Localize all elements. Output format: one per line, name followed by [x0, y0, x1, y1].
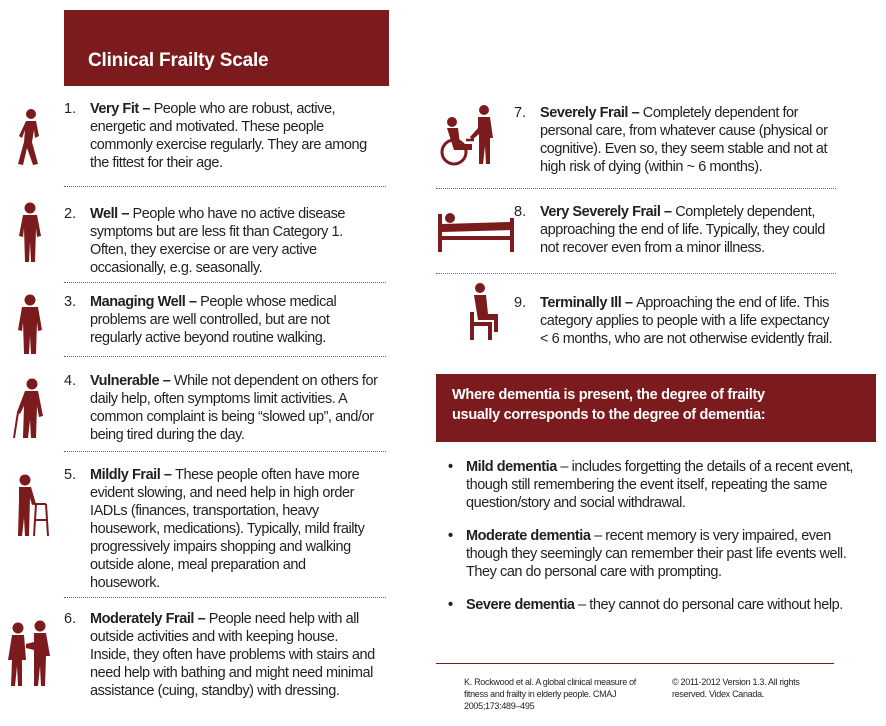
divider [64, 186, 386, 187]
item-name: Well [90, 206, 118, 222]
item-description: People who are robust, active, energetic and motivated. These people commonly exercise regularly. They are among the fittest for their age. [90, 101, 367, 171]
item-name: Very Severely Frail [540, 204, 661, 220]
standing-person-icon [14, 202, 46, 264]
dementia-name: Mild dementia [466, 459, 557, 475]
bed-icon [436, 208, 516, 252]
item-number: 5. [64, 467, 77, 483]
item-description: These people often have more evident slowing, and need help in high order IADLs (finances, transportation, heavy housework, medications). Typically, mild frailty progressively impairs shopping and walking outside alone, meal preparation and housework. [90, 467, 365, 591]
item-number: 3. [64, 294, 77, 310]
item-number: 6. [64, 611, 77, 627]
item-number: 2. [64, 206, 77, 222]
title-banner [64, 10, 389, 86]
assisted-walking-icon [4, 620, 54, 688]
item-name: Mildly Frail [90, 467, 161, 483]
divider [436, 188, 836, 189]
divider [64, 356, 386, 357]
dementia-description: they cannot do personal care without help. [589, 597, 843, 613]
standing-person-icon [14, 294, 46, 356]
divider [64, 282, 386, 283]
citation: K. Rockwood et al. A global clinical measure of fitness and frailty in elderly people. CMAJ 2005;173:489–495 [464, 677, 637, 711]
item-description: People need help with all outside activities and with keeping house. Inside, they often have problems with stairs and need help with bathing and might need minimal assistance (cuing, standby) with dressing. [90, 611, 375, 699]
item-description: People whose medical problems are well controlled, but are not regularly active beyond routine walking. [90, 294, 337, 346]
bullet: • [448, 459, 453, 475]
dementia-name: Severe dementia [466, 597, 575, 613]
bullet: • [448, 528, 453, 544]
dementia-header-text: Where dementia is present, the degree of frailty usually corresponds to the degree of dementia: [452, 387, 766, 423]
item-name: Vulnerable [90, 373, 160, 389]
divider [64, 597, 386, 598]
item-number: 7. [514, 105, 527, 121]
person-with-cane-icon [10, 378, 50, 440]
footer-divider [436, 663, 834, 664]
item-description: Completely dependent, approaching the end of life. Typically, they could not recover even from a minor illness. [540, 204, 825, 256]
person-with-walker-icon [10, 474, 50, 538]
walking-person-icon [14, 108, 46, 168]
page-title: Clinical Frailty Scale [88, 50, 269, 71]
dementia-description: includes forgetting the details of a recent event, though still remembering the event itself, repeating the same question/story and social withdrawal. [466, 459, 854, 511]
item-name: Terminally Ill [540, 295, 622, 311]
wheelchair-icon [438, 104, 502, 166]
divider [64, 451, 386, 452]
item-number: 4. [64, 373, 77, 389]
item-name: Moderately Frail [90, 611, 194, 627]
divider [436, 273, 836, 274]
copyright: © 2011-2012 Version 1.3. All rights reserved. Videx Canada. [672, 677, 800, 699]
item-number: 9. [514, 295, 527, 311]
bullet: • [448, 597, 453, 613]
item-description: While not dependent on others for daily help, often symptoms limit activities. A common complaint is being “slowed up”, and/or being tired during the day. [90, 373, 378, 443]
item-name: Severely Frail [540, 105, 629, 121]
seated-person-icon [466, 282, 502, 340]
item-number: 1. [64, 101, 77, 117]
dementia-header [436, 374, 876, 442]
item-number: 8. [514, 204, 527, 220]
item-name: Managing Well [90, 294, 186, 310]
item-description: People who have no active disease symptoms but are less fit than Category 1. Often, they exercise or are very active occasionally, e.g. seasonally. [90, 206, 346, 276]
dementia-description: recent memory is very impaired, even though they seemingly can remember their past life events well. They can do personal care with prompting. [466, 528, 847, 580]
dementia-name: Moderate dementia [466, 528, 591, 544]
item-description: Approaching the end of life. This category applies to people with a life expectancy < 6 months, who are not otherwise evidently frail. [540, 295, 833, 347]
item-name: Very Fit [90, 101, 139, 117]
item-description: Completely dependent for personal care, from whatever cause (physical or cognitive). Even so, they seem stable and not at high risk of dying (within ~ 6 months). [540, 105, 828, 175]
